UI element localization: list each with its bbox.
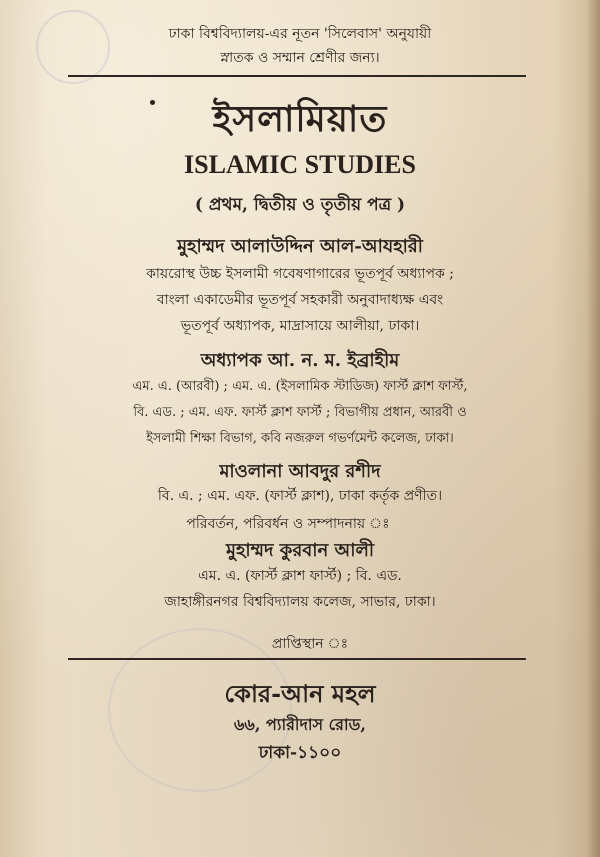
title-english: ISLAMIC STUDIES: [184, 150, 416, 179]
papers-subtitle: ( প্রথম, দ্বিতীয় ও তৃতীয় পত্র ): [194, 195, 406, 215]
editor-name: মুহাম্মদ কুরবান আলী: [225, 540, 375, 561]
publisher-city: ঢাকা-১১০০: [258, 743, 342, 763]
author-1-name: মুহাম্মদ আলাউদ্দিন আল-আযহারী: [177, 236, 423, 257]
editor-intro: পরিবর্তন, পরিবর্ধন ও সম্পাদনায় ঃ: [186, 516, 390, 532]
syllabus-note-2: স্নাতক ও সম্মান শ্রেণীর জন্য।: [220, 50, 380, 66]
title-bengali: ইসলামিয়াত: [212, 98, 388, 140]
syllabus-note: ঢাকা বিশ্ববিদ্যালয়-এর নূতন 'সিলেবাস' অনুযায়ী: [168, 26, 432, 42]
author-3-detail: বি. এ. ; এম. এফ. (ফার্স্ট ক্লাশ), ঢাকা কর্তৃক প্রণীত।: [157, 488, 443, 504]
author-1-detail: ভূতপূর্ব অধ্যাপক, মাদ্রাসায়ে আলীয়া, ঢাকা।: [180, 318, 420, 334]
publisher-divider: [68, 658, 526, 660]
publisher-address: ৬৬, প্যারীদাস রোড,: [234, 715, 366, 734]
author-2-detail: এম. এ. (আরবী) ; এম. এ. (ইসলামিক স্টাডিজ) ফার্স্ট ক্লাশ ফার্স্ট,: [132, 379, 468, 394]
editor-detail: জাহাঙ্গীরনগর বিশ্ববিদ্যালয় কলেজ, সাভার, ঢাকা।: [164, 594, 436, 610]
author-2-name: অধ্যাপক আ. ন. ম. ইব্রাহীম: [200, 350, 400, 371]
header-divider: [68, 75, 526, 77]
publisher-name: কোর-আন মহল: [224, 679, 376, 708]
editor-detail: এম. এ. (ফার্স্ট ক্লাশ ফার্স্ট) ; বি. এড.: [198, 568, 402, 584]
availability-label: প্রাপ্তিস্থান ঃ: [271, 636, 349, 652]
author-1-detail: কায়রোস্থ উচ্চ ইসলামী গবেষণাগারের ভূতপূর্ব অধ্যাপক ;: [146, 266, 454, 282]
author-2-detail: বি. এড. ; এম. এফ. ফার্স্ট ক্লাশ ফার্স্ট ; বিভাগীয় প্রধান, আরবী ও: [133, 405, 467, 420]
author-2-detail: ইসলামী শিক্ষা বিভাগ, কবি নজরুল গভর্ণমেন্ট কলেজ, ঢাকা।: [146, 431, 454, 446]
author-1-detail: বাংলা একাডেমীর ভূতপূর্ব সহকারী অনুবাদাধ্যক্ষ এবং: [156, 292, 444, 308]
author-3-name: মাওলানা আবদুর রশীদ: [219, 461, 381, 482]
